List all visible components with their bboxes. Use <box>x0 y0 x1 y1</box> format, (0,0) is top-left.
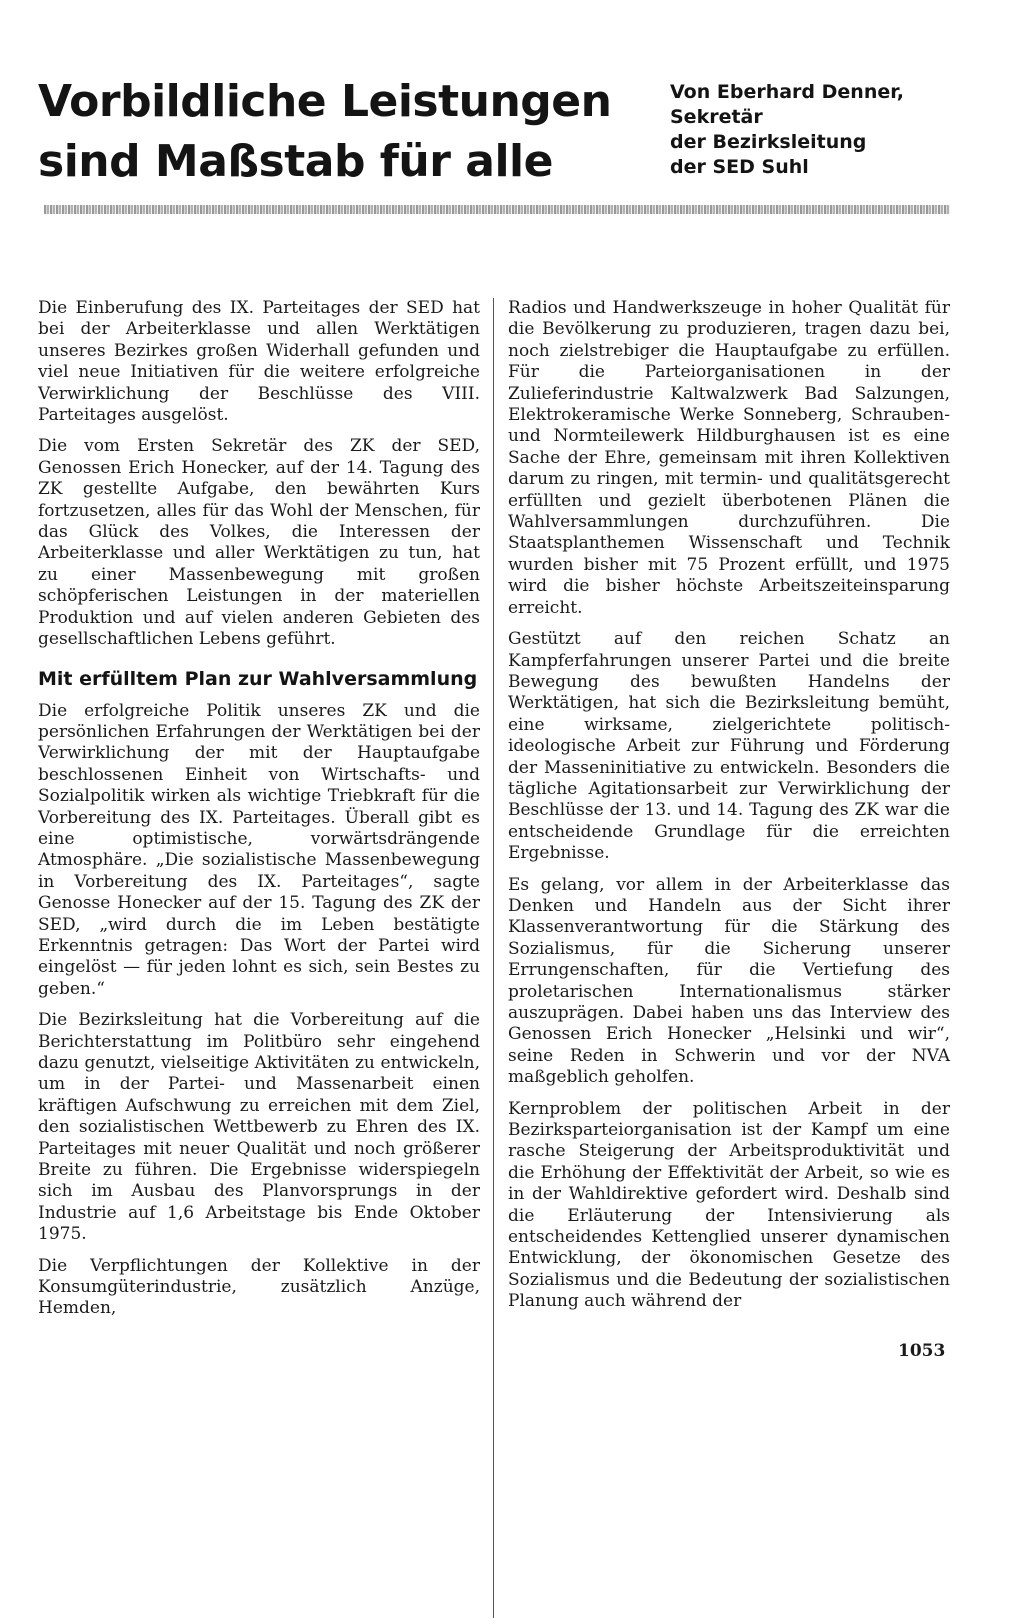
author-byline <box>670 80 990 180</box>
paragraph: Die Einberufung des IX. Parteitages der SED hat bei der Arbeiterklasse und allen Werktätigen unseres Bezirkes großen Widerhall gefunden und viel neue Initiativen für die weitere erfolgreiche Verwirklichung der Beschlüsse des VIII. Parteitages ausgelöst. <box>38 298 480 426</box>
byline-line-3: der Bezirksleitung <box>670 131 867 153</box>
byline-line-1: Von Eberhard Denner, <box>670 81 905 103</box>
paragraph: Es gelang, vor allem in der Arbeiterklasse das Denken und Handeln aus der Sicht ihrer Klassenverantwortung für die Stärkung des Sozialismus, für die Sicherung unserer Errungenschaften, für die Vertiefung des proletarischen Internationalismus stärker auszuprägen. Dabei haben uns das Interview des Genossen Erich Honecker „Helsinki und wir“, seine Reden in Schwerin und vor der NVA maßgeblich geholfen. <box>508 874 950 1088</box>
column-divider <box>493 298 494 1618</box>
paragraph: Die Bezirksleitung hat die Vorbereitung auf die Berichterstattung im Politbüro sehr eingehend dazu genutzt, vielseitige Aktivitäten zu entwickeln, um in der Partei- und Massenarbeit einen kräftigen Aufschwung zu erreichen mit dem Ziel, den sozialistischen Wettbewerb zu Ehren des IX. Parteitages mit neuer Qualität und noch größerer Breite zu führen. Die Ergebnisse widerspiegeln sich im Ausbau des Planvorsprungs in der Industrie auf 1,6 Arbeitstage bis Ende Oktober 1975. <box>38 1010 480 1245</box>
right-column <box>508 298 950 1323</box>
page-number: 1053 <box>898 1341 946 1361</box>
paragraph: Kernproblem der politischen Arbeit in der Bezirksparteiorganisation ist der Kampf um eine rasche Steigerung der Arbeitsproduktivität und die Erhöhung der Effektivität der Arbeit, so wie es in der Wahldirektive gefordert wird. Deshalb sind die Erläuterung der Intensivierung als entscheidendes Kettenglied unserer dynamischen Entwicklung, der ökonomischen Gesetze des Sozialismus und die Bedeutung der sozialistischen Planung auch während der <box>508 1098 950 1312</box>
byline-line-4: der SED Suhl <box>670 156 809 178</box>
decorative-rule <box>44 205 950 214</box>
paragraph: Gestützt auf den reichen Schatz an Kampferfahrungen unserer Partei und die breite Bewegung des bewußten Handelns der Werktätigen, hat sich die Bezirksleitung bemüht, eine wirksame, zielgerichtete politisch-ideologische Arbeit zur Führung und Förderung der Masseninitiative zu entwickeln. Besonders die tägliche Agitationsarbeit zur Verwirklichung der Beschlüsse der 13. und 14. Tagung des ZK war die entscheidende Grundlage für die erreichten Ergebnisse. <box>508 629 950 864</box>
title-line-1: Vorbildliche Leistungen <box>38 76 612 127</box>
paragraph: Die Verpflichtungen der Kollektive in der Konsumgüterindustrie, zusätzlich Anzüge, Hemden, <box>38 1255 480 1319</box>
left-column <box>38 298 480 1330</box>
title-line-2: sind Maßstab für alle <box>38 136 553 187</box>
paragraph: Die erfolgreiche Politik unseres ZK und die persönlichen Erfahrungen der Werktätigen bei der Verwirklichung der mit der Hauptaufgabe beschlossenen Einheit von Wirtschafts- und Sozialpolitik wirken als wichtige Triebkraft für die Vorbereitung des IX. Parteitages. Überall gibt es eine optimistische, vorwärtsdrängende Atmosphäre. „Die sozialistische Massenbewegung in Vorbereitung des IX. Parteitages“, sagte Genosse Honecker auf der 15. Tagung des ZK der SED, „wird durch die im Leben bestätigte Erkenntnis getragen: Das Wort der Partei wird eingelöst — für jeden lohnt es sich, sein Bestes zu geben.“ <box>38 700 480 999</box>
paragraph: Die vom Ersten Sekretär des ZK der SED, Genossen Erich Honecker, auf der 14. Tagung des ZK gestellte Aufgabe, den bewährten Kurs fortzusetzen, alles für das Wohl der Menschen, für das Glück des Volkes, die Interessen der Arbeiterklasse und aller Werktätigen zu tun, hat zu einer Massenbewegung mit großen schöpferischen Leistungen in der materiellen Produktion und auf vielen anderen Gebieten des gesellschaftlichen Lebens geführt. <box>38 436 480 650</box>
article-title <box>38 72 638 192</box>
paragraph: Radios und Handwerkszeuge in hoher Qualität für die Bevölkerung zu produzieren, tragen dazu bei, noch zielstrebiger die Hauptaufgabe zu erfüllen. Für die Parteiorganisationen in der Zulieferindustrie Kaltwalzwerk Bad Salzungen, Elektrokeramische Werke Sonneberg, Schrauben- und Normteilewerk Hildburghausen ist es eine Sache der Ehre, gemeinsam mit ihren Kollektiven darum zu ringen, mit termin- und qualitätsgerecht erfüllten und gezielt überbotenen Plänen die Wahlversammlungen durchzuführen. Die Staatsplanthemen Wissenschaft und Technik wurden bisher mit 75 Prozent erfüllt, und 1975 wird die bisher höchste Arbeitszeiteinsparung erreicht. <box>508 298 950 618</box>
byline-line-2: Sekretär <box>670 106 763 128</box>
section-subheading: Mit erfülltem Plan zur Wahlversammlung <box>38 667 478 690</box>
